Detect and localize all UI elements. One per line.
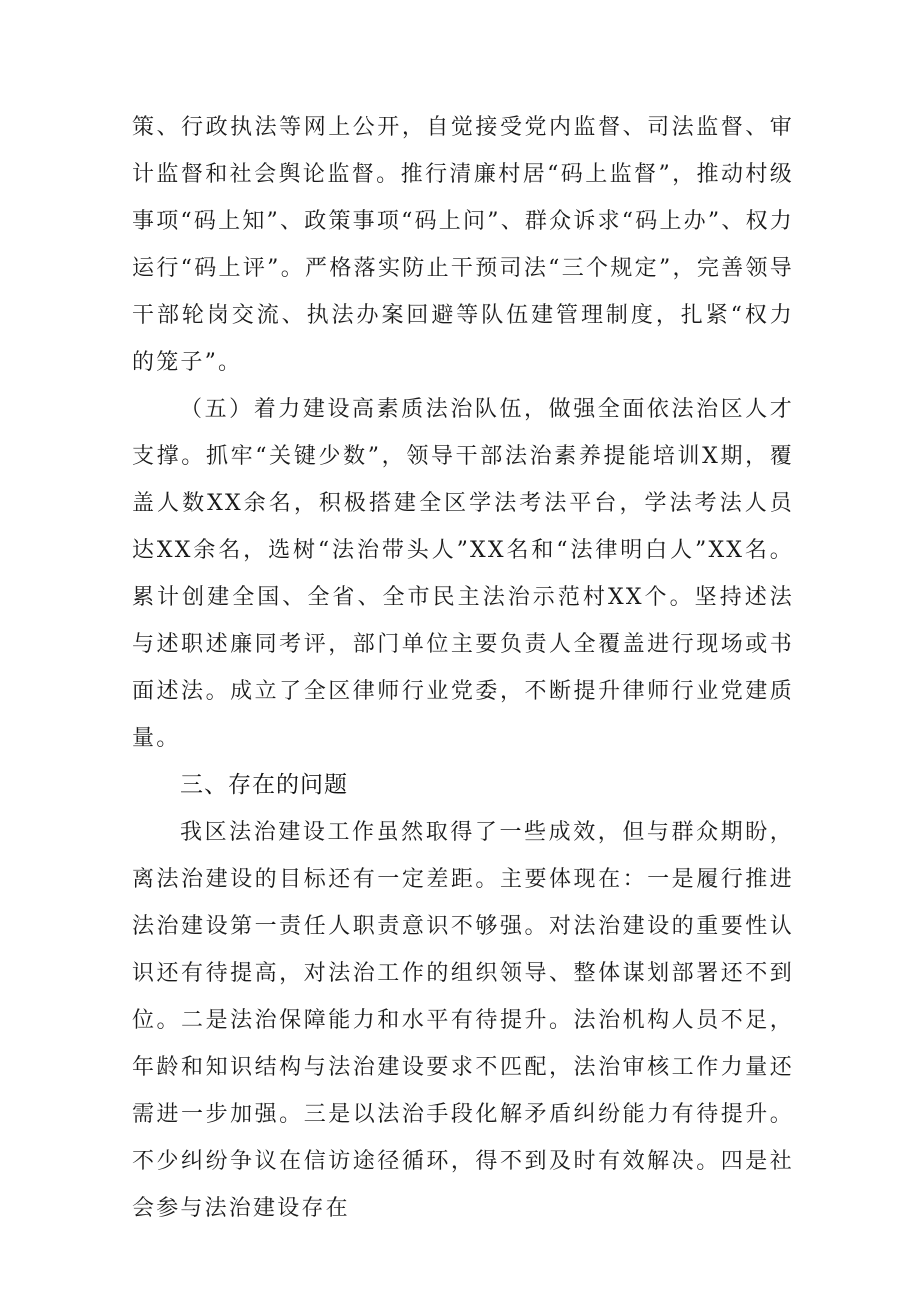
- paragraph-legal-team: （五）着力建设高素质法治队伍，做强全面依法治区人才支撑。抓牢“关键少数”，领导干部法治素养提能培训X期，覆盖人数XX余名，积极搭建全区学法考法平台，学法考法人员达XX余名，选树“法治带头人”XX名和“法律明白人”XX名。累计创建全国、全省、全市民主法治示范村XX个。坚持述法与述职述廉同考评，部门单位主要负责人全覆盖进行现场或书面述法。成立了全区律师行业党委，不断提升律师行业党建质量。: [132, 397, 794, 751]
- paragraph-oversight: 策、行政执法等网上公开，自觉接受党内监督、司法监督、审计监督和社会舆论监督。推行清廉村居“码上监督”，推动村级事项“码上知”、政策事项“码上问”、群众诉求“码上办”、权力运行“码上评”。严格落实防止干预司法“三个规定”，完善领导干部轮岗交流、执法办案回避等队伍建管理制度，扎紧“权力的笼子”。: [132, 115, 794, 375]
- paragraph-problems: 我区法治建设工作虽然取得了一些成效，但与群众期盼，离法治建设的目标还有一定差距。主要体现在：一是履行推进法治建设第一责任人职责意识不够强。对法治建设的重要性认识还有待提高，对法治工作的组织领导、整体谋划部署还不到位。二是法治保障能力和水平有待提升。法治机构人员不足，年龄和知识结构与法治建设要求不匹配，法治审核工作力量还需进一步加强。三是以法治手段化解矛盾纠纷能力有待提升。不少纠纷争议在信访途径循环，得不到及时有效解决。四是社会参与法治建设存在: [132, 820, 794, 1221]
- section-heading-problems: 三、存在的问题: [180, 772, 348, 798]
